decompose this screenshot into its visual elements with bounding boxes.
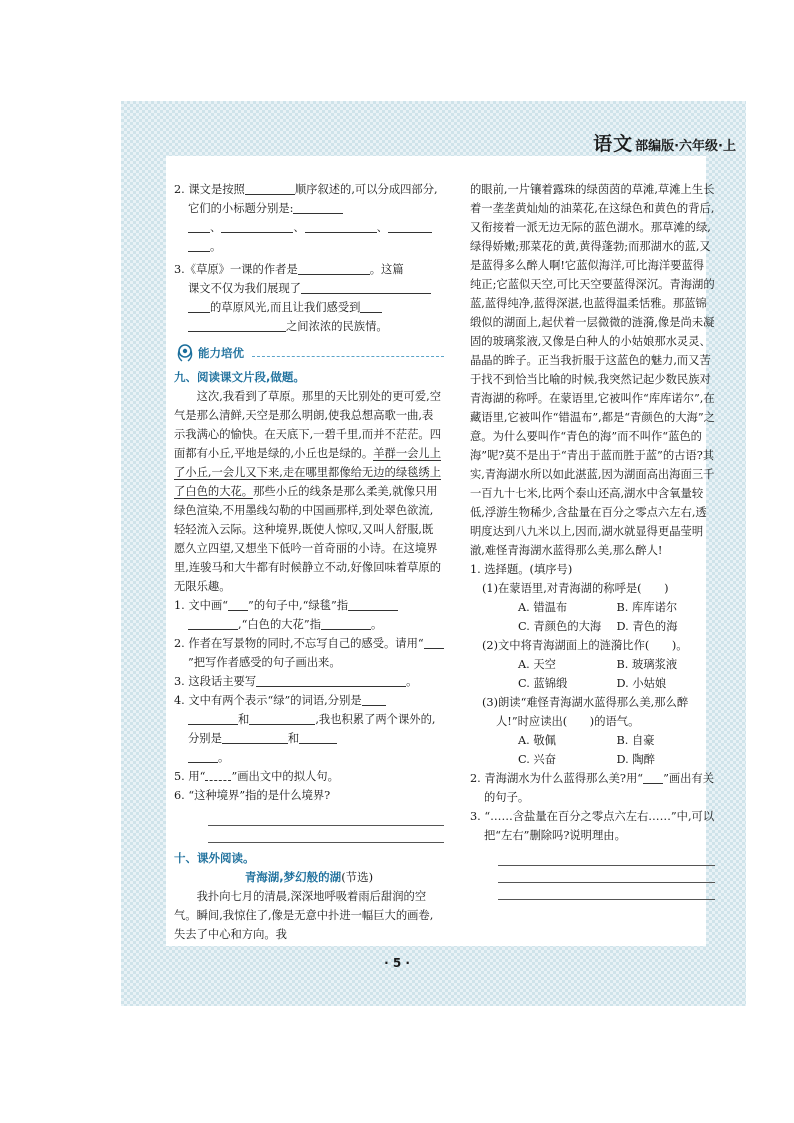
sub-question-4: 4. 文中有两个表示“绿”的词语,分别是 和 ,我也积累了两个课外的,分别是 和 。 bbox=[174, 694, 436, 764]
answer-blank[interactable] bbox=[301, 280, 431, 294]
answer-blank[interactable] bbox=[293, 200, 343, 214]
sub-question-6: 6. “这种境界”指的是什么境界? bbox=[174, 786, 444, 843]
sub-question-2: 2. 作者在写景物的同时,不忘写自己的感受。请用“”把写作者感受的句子画出来。 bbox=[174, 634, 444, 672]
answer-blank[interactable] bbox=[245, 181, 295, 195]
sub-question-5: 5. 用“ ”画出文中的拟人句。 bbox=[174, 770, 339, 783]
page-header bbox=[593, 132, 736, 156]
answer-blank[interactable] bbox=[362, 692, 386, 706]
wavy-line-icon bbox=[205, 771, 231, 781]
laurel-badge-icon bbox=[174, 343, 196, 363]
choice-question-1: (1)在蒙语里,对青海湖的称呼是( ) A. 错温布 B. 库库诺尔 C. 青颜色的大海 D. 青色的海 bbox=[470, 579, 715, 636]
answer-line[interactable] bbox=[498, 849, 715, 866]
answer-line[interactable] bbox=[208, 809, 444, 826]
choice-options bbox=[482, 598, 715, 636]
question-2-right: 2. 青海湖水为什么蓝得那么美?用“ ”画出有关的句子。 bbox=[470, 772, 715, 804]
answer-blank[interactable] bbox=[188, 238, 210, 252]
ability-section-banner bbox=[174, 342, 444, 364]
divider-line bbox=[252, 356, 444, 357]
left-column bbox=[174, 180, 444, 944]
option[interactable]: B. 玻璃浆液 bbox=[616, 658, 678, 671]
option[interactable]: C. 兴奋 bbox=[518, 753, 557, 766]
answer-blank[interactable] bbox=[348, 597, 398, 611]
answer-line[interactable] bbox=[208, 826, 444, 843]
question-2: 2. 课文是按照 顺序叙述的,可以分成四部分,它们的小标题分别是: 、 、 、 。 bbox=[174, 183, 438, 253]
answer-blank[interactable] bbox=[221, 219, 293, 233]
choice-question-2: (2)文中将青海湖面上的涟漪比作( )。 A. 天空 B. 玻璃浆液 C. 蓝锦缎 D. 小姑娘 bbox=[470, 636, 715, 693]
section-10-title: 十、课外阅读。 bbox=[174, 851, 255, 865]
answer-blank bbox=[643, 770, 663, 784]
option[interactable]: A. 天空 bbox=[518, 658, 556, 671]
choice-question-3: (3)朗读“难怪青海湖水蓝得那么美,那么醉人!”时应读出( )的语气。 bbox=[482, 696, 689, 728]
option[interactable]: A. 错温布 bbox=[518, 601, 568, 614]
article-title: 青海湖,梦幻般的湖(节选) bbox=[244, 870, 374, 884]
answer-blank[interactable] bbox=[188, 318, 286, 332]
ability-label: 能力培优 bbox=[198, 345, 244, 360]
option[interactable]: D. 青色的海 bbox=[616, 620, 678, 633]
question-3: 3.《草原》一课的作者是 。这篇 课文不仅为我们展现了 的草原风光,而且让我们感受到 之间浓浓的民族情。 bbox=[174, 260, 444, 336]
answer-blank[interactable] bbox=[222, 730, 288, 744]
article-paragraph-continued: 的眼前,一片镶着露珠的绿茵茵的草滩,草滩上生长着一垄垄黄灿灿的油菜花,在这绿色和黄色的背后,又衔接着一派无边无际的蓝色湖水。那草滩的绿,绿得娇嫩;那菜花的黄,黄得蓬勃;而那湖水的蓝,又是蓝得多么醉人啊!它蓝似海洋,可比海洋要蓝得纯正;它蓝似天空,可比天空要蓝得深沉。青海湖的蓝,蓝得纯净,蓝得深湛,也蓝得温柔恬雅。那蓝锦缎似的湖面上,起伏着一层微微的涟漪,像是尚未凝固的玻璃浆液,又像是白种人的小姑娘那水灵灵、晶晶的眸子。正当我折服于这蓝色的魅力,而又苦于找不到恰当比喻的时候,我突然记起少数民族对青海湖的称呼。在蒙语里,它被叫作“库库诺尔”,在藏语里,它被叫作“错温布”,都是“青颜色的大海”之意。为什么要叫作“青色的海”而不叫作“蓝色的海”呢?莫不是出于“青出于蓝而胜于蓝”的古语?其实,青海湖水所以如此湛蓝,因为湖面高出海面三千一百九十七米,比两个泰山还高,湖水中含氧量较低,浮游生物稀少,含盐量在百分之零点六左右,透明度达到八九米以上,因而,湖水就显得更晶莹明澈,难怪青海湖水蓝得那么美,那么醉人! bbox=[470, 183, 715, 557]
answer-blank[interactable] bbox=[388, 219, 432, 233]
option[interactable]: B. 库库诺尔 bbox=[616, 601, 678, 614]
answer-blank[interactable] bbox=[360, 299, 382, 313]
answer-blank bbox=[424, 635, 444, 649]
option[interactable]: C. 青颜色的大海 bbox=[518, 620, 602, 633]
right-column bbox=[470, 180, 715, 900]
choice-options bbox=[482, 655, 715, 693]
option[interactable]: D. 陶醉 bbox=[616, 753, 655, 766]
option[interactable]: D. 小姑娘 bbox=[616, 677, 667, 690]
answer-blank[interactable] bbox=[256, 673, 406, 687]
option[interactable]: B. 自豪 bbox=[616, 734, 655, 747]
option[interactable]: A. 敬佩 bbox=[518, 734, 556, 747]
answer-blank[interactable] bbox=[249, 711, 315, 725]
question-3-right: 3. “……含盐量在百分之零点六左右……”中,可以把“左右”删除吗?说明理由。 bbox=[470, 807, 715, 900]
answer-blank[interactable] bbox=[188, 219, 210, 233]
underlined-sentence: 羊群一会儿上了小丘,一会儿又下来,走在哪里都像给无边的绿毯绣上了白色的大花。 bbox=[174, 447, 442, 498]
answer-blank[interactable] bbox=[298, 261, 370, 275]
answer-blank[interactable] bbox=[305, 219, 377, 233]
reading-passage: 这次,我看到了草原。那里的天比别处的更可爱,空气是那么清鲜,天空是那么明朗,使我总想高歌一曲,表示我满心的愉快。在天底下,一碧千里,而并不茫茫。四面都有小丘,平地是绿的,小丘也是绿的。羊群一会儿上了小丘,一会儿又下来,走在哪里都像给无边的绿毯绣上了白色的大花。那些小丘的线条是那么柔美,就像只用绿色渲染,不用墨线勾勒的中国画那样,到处翠色欲流,轻轻流入云际。这种境界,既使人惊叹,又叫人舒服,既愿久立四望,又想坐下低吟一首奇丽的小诗。在这境界里,连骏马和大牛都有时候静立不动,好像回味着草原的无限乐趣。 bbox=[174, 390, 442, 593]
answer-blank[interactable] bbox=[188, 616, 238, 630]
sub-question-3: 3. 这段话主要写 。 bbox=[174, 675, 418, 688]
choice-question-header: 1. 选择题。(填序号) bbox=[470, 563, 573, 576]
page-number: · 5 · bbox=[384, 956, 410, 970]
answer-line[interactable] bbox=[498, 883, 715, 900]
option[interactable]: C. 蓝锦缎 bbox=[518, 677, 568, 690]
answer-blank[interactable] bbox=[188, 299, 210, 313]
header-edition: 部编版·六年级·上 bbox=[635, 139, 736, 154]
answer-blank bbox=[228, 597, 248, 611]
answer-blank[interactable] bbox=[321, 616, 371, 630]
header-subject: 语文 bbox=[593, 133, 634, 155]
article-paragraph-start: 我扑向七月的清晨,深深地呼吸着雨后甜润的空气。瞬间,我惊住了,像是无意中扑进一幅巨大的画卷,失去了中心和方向。我 bbox=[174, 890, 434, 941]
answer-line[interactable] bbox=[498, 866, 715, 883]
choice-options bbox=[482, 731, 715, 769]
sub-question-1: 1. 文中画“ ”的句子中,“绿毯”指 ,“白色的大花”指 。 bbox=[174, 596, 444, 634]
section-9-title: 九、阅读课文片段,做题。 bbox=[174, 370, 305, 384]
answer-blank[interactable] bbox=[188, 711, 238, 725]
answer-blank[interactable] bbox=[188, 749, 218, 763]
answer-blank[interactable] bbox=[299, 730, 337, 744]
